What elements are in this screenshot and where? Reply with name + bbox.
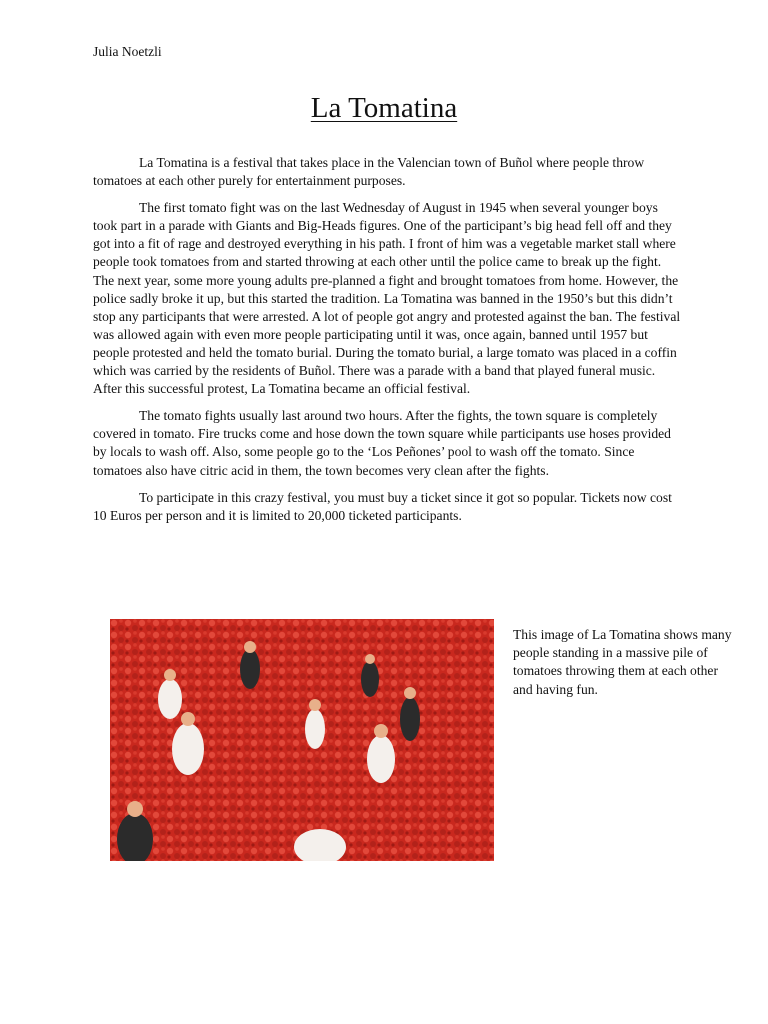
document-title: La Tomatina — [310, 92, 458, 124]
author-name: Julia Noetzli — [93, 44, 162, 59]
photo-caption: This image of La Tomatina shows many people standing in a massive pile of tomatoes throwing them at each other and having fun. — [513, 627, 732, 697]
paragraph-tickets: To participate in this crazy festival, you must buy a ticket since it got so popular. Tickets now cost 10 Euros per person and it is limited to 20,000 ticketed participants. — [93, 489, 672, 523]
paragraph-intro: La Tomatina is a festival that takes place in the Valencian town of Buñol where people throw tomatoes at each other purely for entertainment purposes. — [93, 155, 645, 189]
paragraph-history: The first tomato fight was on the last Wednesday of August in 1945 when several younger boys took part in a parade with Giants and Big-Heads figures. One of the participant’s big head fell off and they got into a fit of rage and destroyed everything in his path. I front of him was a vegetable market stall where people took tomatoes from and started throwing at each other until the police came to break up the fight. The next year, some more young adults pre-planned a fight and brought tomatoes from home. However, the police sadly broke it up, but this started the tradition. La Tomatina was banned in the 1950’s but this didn’t stop any participants that were arrested. A lot of people got angry and protested against the ban. The festival was allowed again with even more people participating until it was, once again, banned until 1957 but people protested and held the tomato burial. During the tomato burial, a large tomato was placed in a coffin which was carried by the residents of Buñol. There was a parade with a band that played funeral music. After this successful protest, La Tomatina became an official festival. — [93, 200, 681, 397]
body-text — [93, 154, 683, 534]
festival-photo — [110, 619, 494, 861]
festival-photo-illustration — [110, 619, 494, 861]
paragraph-cleanup: The tomato fights usually last around two hours. After the fights, the town square is completely covered in tomato. Fire trucks come and hose down the town square while participants use hoses provided by locals to wash off. Also, some people go to the ‘Los Peñones’ pool to wash off the tomato. Since tomatoes also have citric acid in them, the town becomes very clean after the fights. — [93, 408, 671, 478]
